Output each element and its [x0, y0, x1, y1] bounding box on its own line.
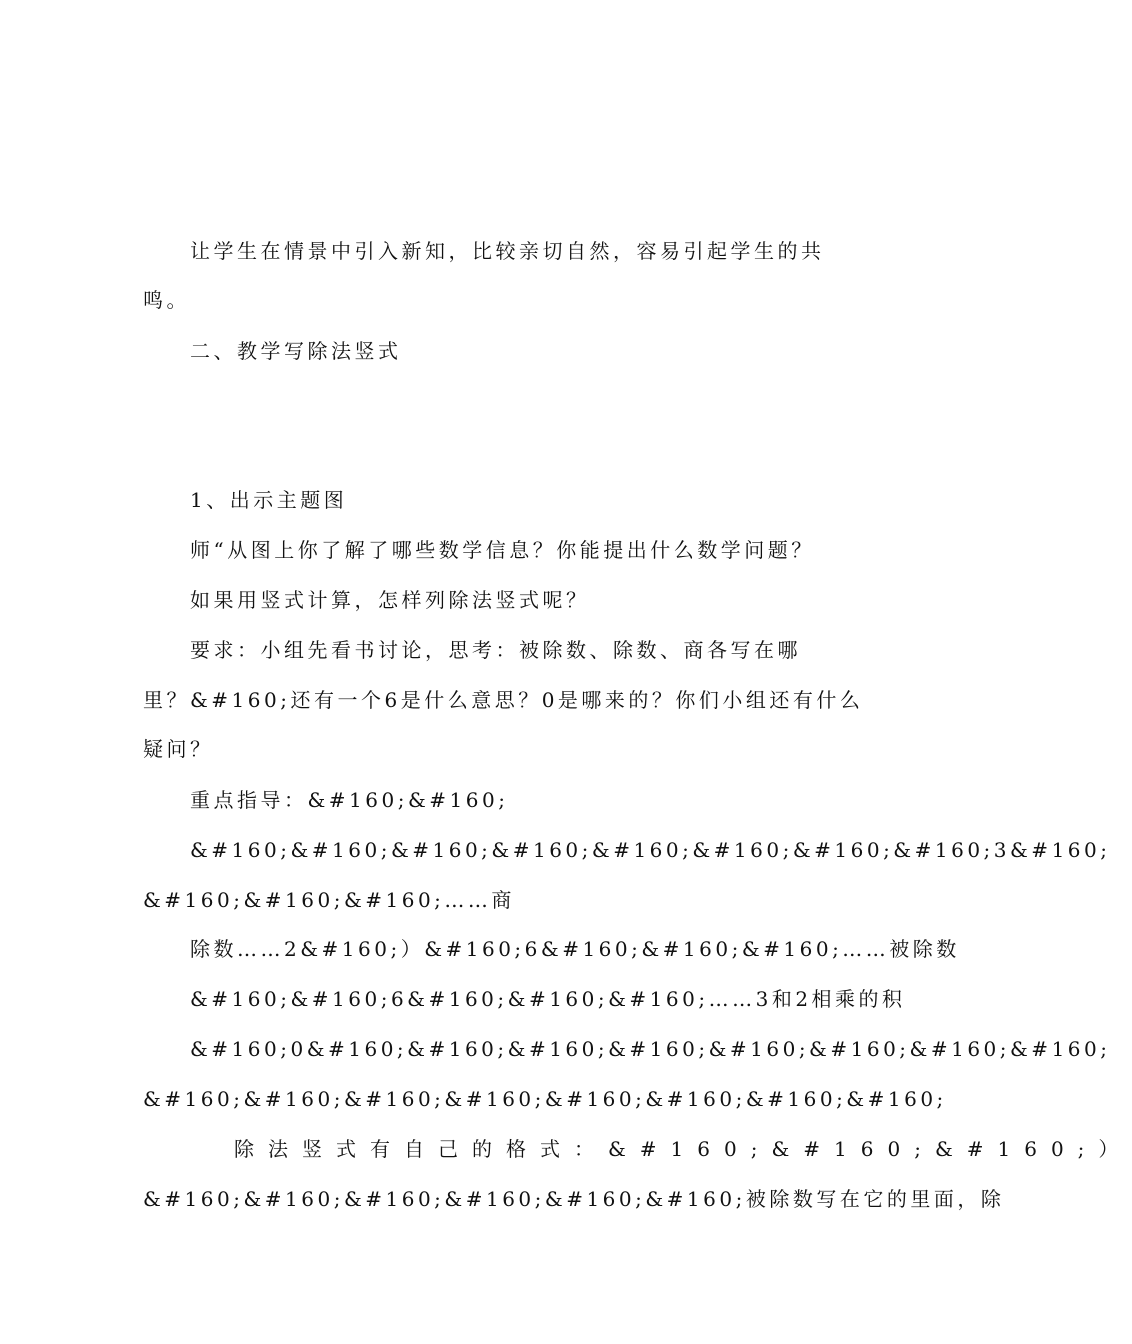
paragraph-line: 如果用竖式计算，怎样列除法竖式呢？ [190, 588, 590, 612]
section-heading: 二、教学写除法竖式 [190, 339, 402, 363]
paragraph-line: 疑问？ [143, 737, 214, 761]
paragraph-line: &#160;&#160;&#160;&#160;&#160;&#160;被除数写在它的里面，除 [143, 1187, 1005, 1211]
paragraph-line: 让学生在情景中引入新知，比较亲切自然，容易引起学生的共 [190, 239, 825, 263]
paragraph-line: 鸣。 [143, 288, 190, 312]
paragraph-line: 除法竖式有自己的格式：&#160;&#160;&#160;） [234, 1137, 1132, 1161]
paragraph-line: 要求：小组先看书讨论，思考：被除数、除数、商各写在哪 [190, 638, 801, 662]
subsection-heading: 1、出示主题图 [190, 488, 348, 512]
paragraph-line: 重点指导：&#160;&#160; [190, 788, 509, 812]
paragraph-line: &#160;&#160;&#160;&#160;&#160;&#160;&#160;&#160;3&#160; [190, 838, 1111, 862]
paragraph-line: 里？&#160;还有一个6是什么意思？0是哪来的？你们小组还有什么 [143, 688, 864, 712]
paragraph-line: &#160;0&#160;&#160;&#160;&#160;&#160;&#160;&#160;&#160; [190, 1037, 1111, 1061]
paragraph-line: 除数……2&#160;）&#160;6&#160;&#160;&#160;……被除数 [190, 937, 960, 961]
paragraph-line: &#160;&#160;6&#160;&#160;&#160;……3和2相乘的积 [190, 987, 906, 1011]
paragraph-line: 师“从图上你了解了哪些数学信息？你能提出什么数学问题？ [190, 538, 815, 562]
paragraph-line: &#160;&#160;&#160;……商 [143, 888, 515, 912]
paragraph-line: &#160;&#160;&#160;&#160;&#160;&#160;&#160;&#160; [143, 1087, 947, 1111]
